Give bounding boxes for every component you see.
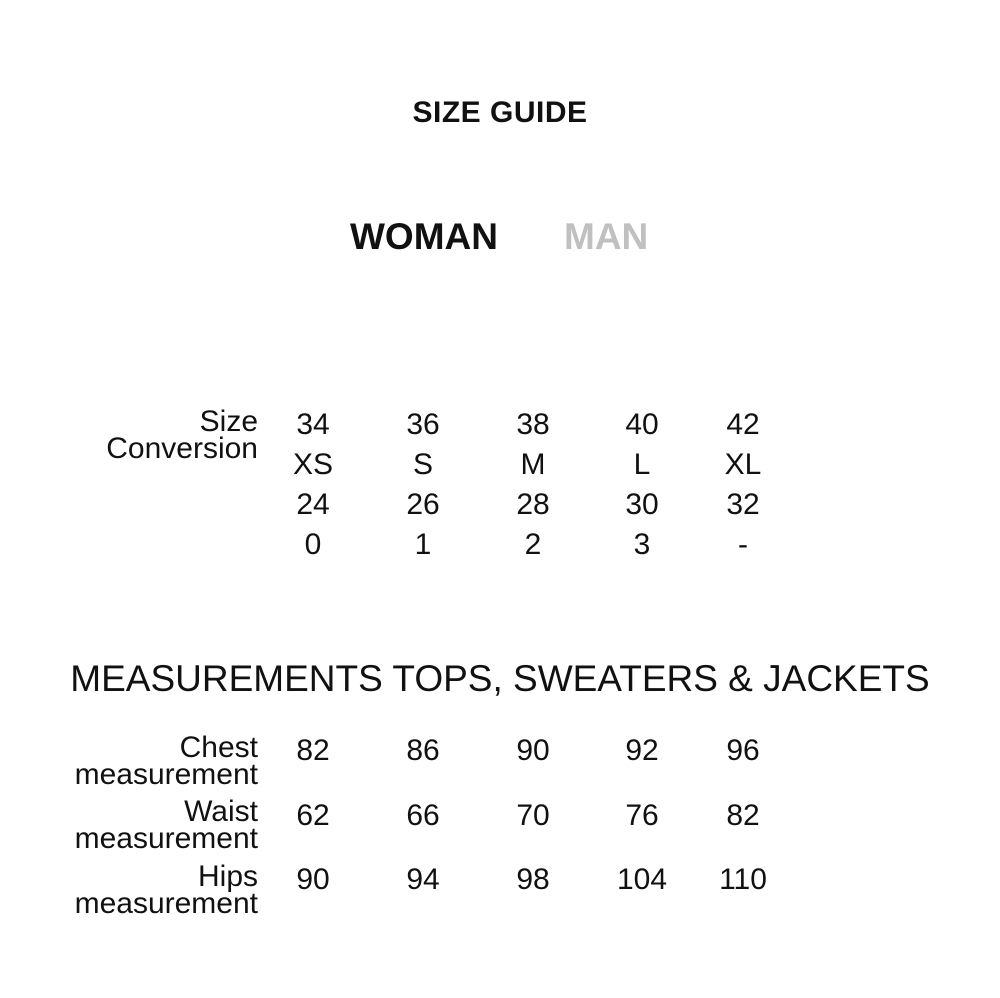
size-conversion-label-line2: Conversion [106, 432, 258, 465]
chest-value-cell: 96 [726, 734, 760, 767]
size-eu-cell: 40 [625, 408, 659, 441]
hips-value-cell: 110 [719, 863, 767, 896]
size-eu-cell: 36 [406, 408, 440, 441]
tab-man[interactable]: MAN [564, 216, 649, 257]
size-us-cell: 1 [414, 528, 432, 561]
chest-value-cell: 82 [296, 734, 330, 767]
size-waist-cell: 28 [516, 488, 550, 521]
waist-value-cell: 76 [625, 799, 659, 832]
hips-value-cell: 98 [516, 863, 550, 896]
chest-value-cell: 90 [516, 734, 550, 767]
hips-label-line1: Hips [197, 860, 258, 893]
waist-value-cell: 66 [406, 799, 440, 832]
tab-woman[interactable]: WOMAN [350, 216, 498, 257]
size-letter-cell: XL [724, 448, 762, 481]
waist-label-line2: measurement [74, 822, 258, 855]
size-us-cell: 0 [304, 528, 322, 561]
waist-value-cell: 82 [726, 799, 760, 832]
size-waist-cell: 26 [406, 488, 440, 521]
chest-label-line1: Chest [179, 731, 258, 764]
hips-label-line2: measurement [74, 887, 258, 920]
size-waist-cell: 30 [625, 488, 659, 521]
gender-tabs [0, 216, 1000, 266]
waist-value-cell: 62 [296, 799, 330, 832]
size-letter-cell: M [520, 448, 546, 481]
size-eu-cell: 42 [726, 408, 760, 441]
waist-label-line1: Waist [184, 795, 258, 828]
size-waist-cell: 32 [726, 488, 760, 521]
page-title: SIZE GUIDE [412, 96, 588, 129]
chest-label-line2: measurement [74, 758, 258, 791]
waist-label [74, 795, 258, 855]
size-conversion-label [106, 405, 258, 465]
chest-value-cell: 92 [625, 734, 659, 767]
hips-value-cell: 90 [296, 863, 330, 896]
hips-value-cell: 104 [616, 863, 668, 896]
hips-value-cell: 94 [406, 863, 440, 896]
size-us-cell: 3 [633, 528, 651, 561]
size-waist-cell: 24 [296, 488, 330, 521]
size-eu-cell: 34 [296, 408, 330, 441]
size-letter-cell: L [633, 448, 651, 481]
size-conversion-label-line1: Size [199, 405, 258, 438]
hips-label [74, 860, 258, 920]
size-letter-cell: XS [292, 448, 334, 481]
size-letter-cell: S [412, 448, 433, 481]
chest-label [74, 731, 258, 791]
size-us-cell: 2 [524, 528, 542, 561]
size-us-cell: - [738, 528, 748, 561]
chest-value-cell: 86 [406, 734, 440, 767]
size-eu-cell: 38 [516, 408, 550, 441]
measurements-heading: MEASUREMENTS TOPS, SWEATERS & JACKETS [70, 658, 930, 699]
waist-value-cell: 70 [516, 799, 550, 832]
